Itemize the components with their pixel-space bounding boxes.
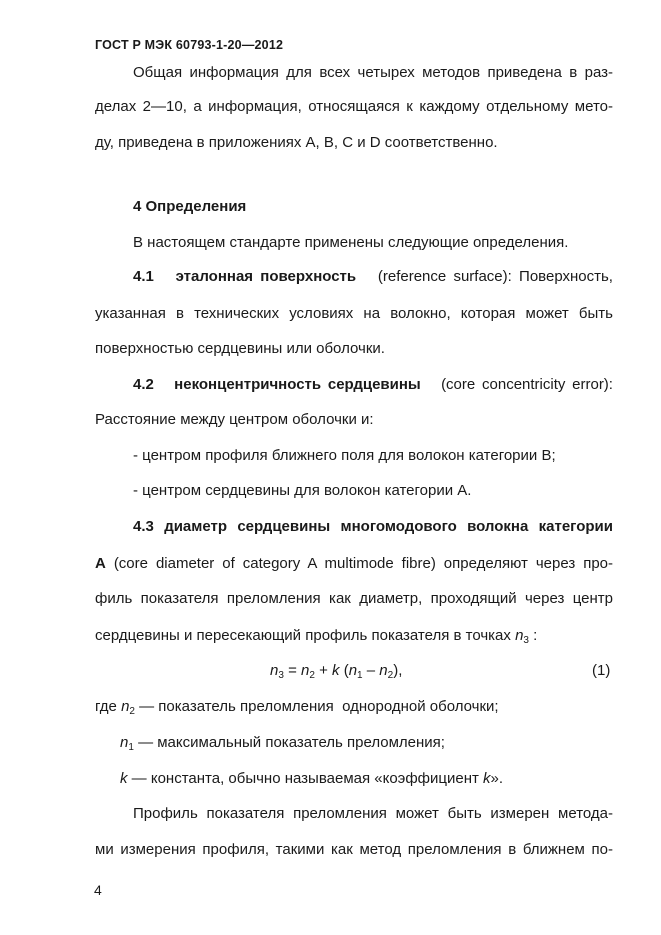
definition-text: (reference surface): Поверхность, [377,268,613,285]
definition-number: 4.3 [133,518,154,535]
definition-4-2-line-1 [133,376,613,394]
definition-4-3-line-3: филь показателя преломления как диаметр, проходящий через центр [95,590,613,607]
definition-text: (core diameter of category A multimode fibre) определяют через про- [113,555,614,572]
definition-4-3-line-4: сердцевины и пересекающий профиль показателя в точках $n_3$ : [95,627,538,646]
definition-text: (core concentricity error): [441,376,613,393]
definition-term: диаметр сердцевины многомодового волокна категории [164,518,614,535]
intro-line-3: ду, приведена в приложениях А, В, С и D соответственно. [95,134,498,151]
page-number: 4 [94,882,102,898]
definition-term: эталонная поверхность [175,268,357,285]
intro-line-1: Общая информация для всех четырех методов приведена в раз- [133,64,613,81]
definition-4-1-line-2: указанная в технических условиях на волокно, которая может быть [95,305,613,322]
document-header: ГОСТ Р МЭК 60793-1-20—2012 [95,38,284,52]
definition-4-1-line-3: поверхностью сердцевины или оболочки. [95,340,385,357]
where-line-3: k — константа, обычно называемая «коэффициент k». [120,770,504,787]
closing-line-2: ми измерения профиля, такими как метод преломления в ближнем по- [95,841,613,858]
definition-4-2-item-1: - центром профиля ближнего поля для волокон категории В; [133,447,556,464]
definition-number: 4.1 [133,268,154,285]
closing-line-1: Профиль показателя преломления может быть измерен метода- [133,805,613,822]
equation-number: (1) [592,662,611,679]
where-line-2: $n_1$ — максимальный показатель преломления; [120,734,445,753]
definition-term-end: А [95,555,106,572]
definition-4-1-line-1 [133,268,613,286]
formula: $n_3 = n_2 + k$ $(n_1 - n_2)$, [270,662,403,681]
definition-4-2-line-2: Расстояние между центром оболочки и: [95,411,374,428]
definition-term: неконцентричность сердцевины [174,376,421,393]
section-lead: В настоящем стандарте применены следующие определения. [133,234,569,251]
intro-line-2: делах 2—10, а информация, относящаяся к каждому отдельному мето- [95,98,613,115]
definition-number: 4.2 [133,376,154,393]
where-line-1: где $n_2$ — показатель преломления однородной оболочки; [95,698,499,717]
definition-4-2-item-2: - центром сердцевины для волокон категории А. [133,482,472,499]
definition-4-3-line-2 [95,555,613,573]
definition-4-3-line-1 [133,518,613,536]
section-heading: 4 Определения [133,198,247,215]
